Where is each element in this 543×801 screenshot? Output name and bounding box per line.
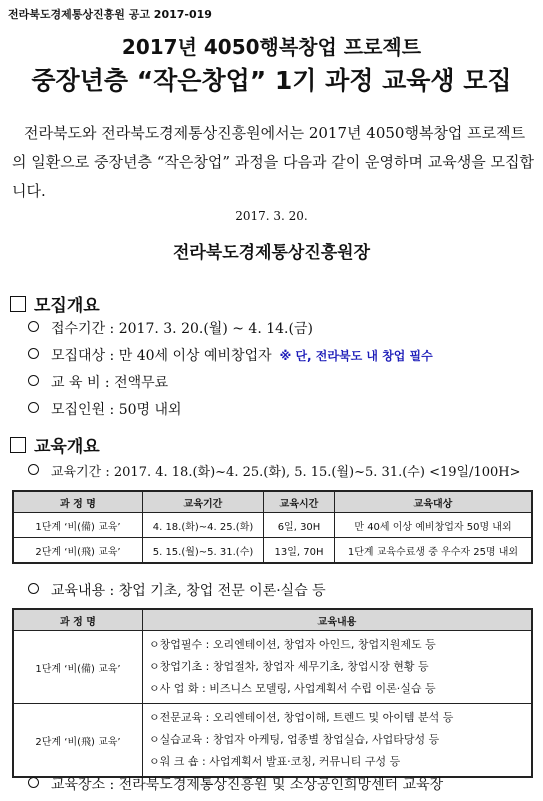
table-row (13, 631, 532, 704)
table-cell: 4. 18.(화)~4. 25.(화) (143, 513, 264, 538)
content-line: ㅇ전문교육 : 오리엔테이션, 창업이해, 트렌드 및 아이템 분석 등 (149, 711, 454, 724)
announcement-date: 2017. 3. 20. (235, 209, 308, 223)
circle-bullet-icon (28, 777, 39, 788)
checkbox-icon (10, 296, 26, 312)
table-cell: 2단계 ‘비(飛) 교육’ (13, 538, 143, 564)
circle-bullet-icon (28, 321, 39, 332)
column-header: 과 정 명 (13, 491, 143, 513)
content-line: ㅇ워 크 숍 : 사업계획서 발표·코칭, 커뮤니티 구성 등 (149, 755, 401, 768)
item-value: 50명 내외 (118, 402, 182, 418)
table-row (13, 513, 532, 538)
list-item: 모집대상 : 만 40세 이상 예비창업자 ※ 단, 전라북도 내 창업 필수 (28, 345, 433, 365)
item-value: 만 40세 이상 예비창업자 (118, 348, 272, 364)
circle-bullet-icon (28, 583, 39, 594)
section-title: 교육개요 (34, 437, 100, 457)
table-cell: 2단계 ‘비(飛) 교육’ (13, 704, 143, 778)
table-row (13, 704, 532, 778)
content-line: ㅇ사 업 화 : 비즈니스 모델링, 사업계획서 수립 이론·실습 등 (149, 682, 436, 695)
item-value: 2017. 3. 20.(월) ~ 4. 14.(금) (118, 321, 313, 337)
item-value: 2017. 4. 18.(화)~4. 25.(화), 5. 15.(월)~5. 31.(수) <19일/100H> (113, 465, 521, 480)
table-row (13, 538, 532, 564)
intro-paragraph: 전라북도와 전라북도경제통상진흥원에서는 2017년 4050행복창업 프로젝트의 일환으로 중장년층 “작은창업” 과정을 다음과 같이 운영하며 교육생을 모집합니다. (12, 124, 534, 200)
content-line: ㅇ실습교육 : 창업자 아케팅, 업종별 창업실습, 사업타당성 등 (149, 733, 440, 746)
table-cell: 1단계 ‘비(備) 교육’ (13, 631, 143, 704)
page-title: 중장년층 “작은창업” 1기 과정 교육생 모집 (31, 66, 512, 95)
item-label: 교육내용 (51, 583, 106, 599)
column-header: 교육대상 (335, 491, 533, 513)
organization-name: 전라북도경제통상진흥원장 (172, 243, 371, 263)
section-recruitment (10, 291, 100, 316)
table-cell (143, 704, 533, 778)
column-header: 교육내용 (143, 609, 533, 631)
item-label: 모집대상 (51, 348, 106, 364)
list-item: 교육내용 : 창업 기초, 창업 전문 이론·실습 등 (28, 580, 326, 600)
schedule-table (12, 490, 533, 564)
section-education (10, 432, 100, 457)
item-label: 모집인원 (51, 402, 106, 418)
table-cell: 만 40세 이상 예비창업자 50명 내외 (335, 513, 533, 538)
list-item: 교 육 비 : 전액무료 (28, 372, 168, 392)
content-line: ㅇ창업기초 : 창업절차, 창업자 세무기초, 창업시장 현황 등 (149, 660, 429, 673)
list-item: 접수기간 : 2017. 3. 20.(월) ~ 4. 14.(금) (28, 318, 313, 338)
table-cell: 1단계 교육수료생 중 우수자 25명 내외 (335, 538, 533, 564)
item-label: 교육장소 (51, 777, 106, 793)
item-label: 교 육 비 (51, 375, 101, 391)
content-line: ㅇ창업필수 : 오리엔테이션, 창업자 아인드, 창업지원제도 등 (149, 638, 436, 651)
circle-bullet-icon (28, 402, 39, 413)
item-value: 전액무료 (114, 375, 169, 391)
section-title: 모집개요 (34, 296, 100, 316)
column-header: 교육시간 (264, 491, 335, 513)
notice-number: 전라북도경제통상진흥원 공고 2017-019 (8, 8, 212, 21)
item-label: 접수기간 (51, 321, 106, 337)
item-value: 전라북도경제통상진흥원 및 소상공인희망센터 교육장 (118, 777, 444, 793)
column-header: 교육기간 (143, 491, 264, 513)
table-cell: 6일, 30H (264, 513, 335, 538)
item-value: 창업 기초, 창업 전문 이론·실습 등 (118, 583, 326, 599)
list-item: 모집인원 : 50명 내외 (28, 399, 182, 419)
table-cell (143, 631, 533, 704)
title-line-1: 2017년 4050행복창업 프로젝트 (121, 35, 422, 59)
item-label: 교육기간 (51, 465, 102, 480)
note-text: ※ 단, 전라북도 내 창업 필수 (279, 349, 433, 363)
curriculum-table (12, 608, 533, 778)
table-cell: 5. 15.(월)~5. 31.(수) (143, 538, 264, 564)
circle-bullet-icon (28, 348, 39, 359)
checkbox-icon (10, 437, 26, 453)
list-item: 교육기간 : 2017. 4. 18.(화)~4. 25.(화), 5. 15.(월)~5. 31.(수) <19일/100H> (28, 461, 520, 480)
list-item: 교육장소 : 전라북도경제통상진흥원 및 소상공인희망센터 교육장 (28, 774, 443, 794)
column-header: 과 정 명 (13, 609, 143, 631)
circle-bullet-icon (28, 375, 39, 386)
table-cell: 13일, 70H (264, 538, 335, 564)
table-cell: 1단계 ‘비(備) 교육’ (13, 513, 143, 538)
circle-bullet-icon (28, 464, 39, 475)
